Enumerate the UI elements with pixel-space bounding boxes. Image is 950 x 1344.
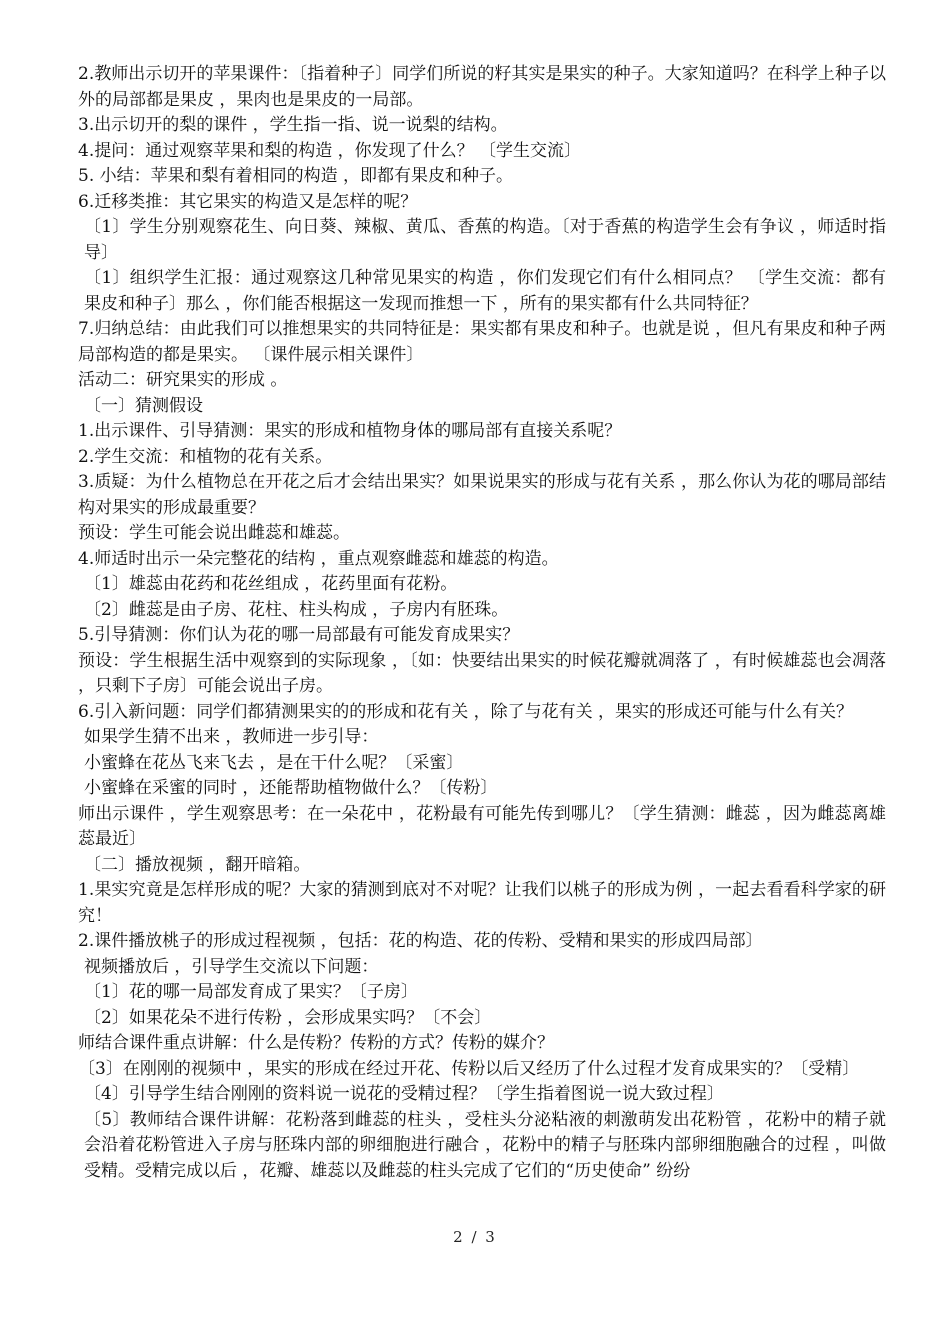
- page-number: 2 / 3: [453, 1228, 497, 1246]
- paragraph: 〔1〕花的哪一局部发育成了果实？〔子房〕: [84, 982, 418, 1002]
- paragraph: 7.归纳总结：由此我们可以推想果实的共同特征是：果实都有果皮和种子。也就是说 ，但凡有果皮和种子两局部构造的都是果实。 〔课件展示相关课件〕: [78, 319, 886, 365]
- paragraph: 2.教师出示切开的苹果课件：〔指着种子〕同学们所说的籽其实是果实的种子。大家知道吗？在科学上种子以外的局部都是果皮 ，果肉也是果皮的一局部。: [78, 64, 886, 110]
- paragraph: 〔2〕雌蕊是由子房、花柱、柱头构成 ，子房内有胚珠。: [84, 599, 509, 620]
- paragraph: 2.学生交流：和植物的花有关系。: [78, 446, 333, 467]
- paragraph: 5. 小结：苹果和梨有着相同的构造 ，即都有果皮和种子。: [78, 166, 514, 186]
- paragraph: 6.引入新问题：同学们都猜测果实的的形成和花有关 ，除了与花有关 ，果实的形成还可能与什么有关？: [78, 701, 854, 722]
- subsection-heading: 〔二〕播放视频 ，翻开暗箱。: [84, 854, 311, 875]
- paragraph: 5.引导猜测：你们认为花的哪一局部最有可能发育成果实？: [78, 625, 520, 645]
- paragraph: 〔1〕学生分别观察花生、向日葵、辣椒、黄瓜、香蕉的构造。〔对于香蕉的构造学生会有争议 ，师适时指导〕: [84, 217, 886, 263]
- paragraph: 师出示课件 ，学生观察思考：在一朵花中 ，花粉最有可能先传到哪儿？〔学生猜测：雌蕊 ，因为雌蕊离雄蕊最近〕: [78, 803, 886, 849]
- paragraph: 〔5〕教师结合课件讲解：花粉落到雌蕊的柱头 ，受柱头分泌粘液的刺激萌发出花粉管 ，花粉中的精子就会沿着花粉管进入子房与胚珠内部的卵细胞进行融合 ，花粉中的精子与胚珠内部卵细胞融合的过程 ，叫做受精。受精完成以后 ，花瓣、雄蕊以及雌蕊的柱头完成了它们的“历史使命” 纷纷: [84, 1109, 886, 1181]
- paragraph: 视频播放后 ，引导学生交流以下问题：: [84, 956, 379, 977]
- paragraph: 师结合课件重点讲解：什么是传粉？传粉的方式？传粉的媒介？: [78, 1033, 554, 1053]
- paragraph: 预设：学生可能会说出雌蕊和雄蕊。: [78, 523, 350, 543]
- paragraph: 〔1〕组织学生汇报：通过观察这几种常见果实的构造 ，你们发现它们有什么相同点？ 〔学生交流：都有果皮和种子〕那么 ，你们能否根据这一发现而推想一下 ，所有的果实都有什么共同特征？: [84, 268, 886, 314]
- paragraph: 〔4〕引导学生结合刚刚的资料说一说花的受精过程？〔学生指着图说一说大致过程〕: [84, 1084, 724, 1104]
- paragraph: 1.果实究竟是怎样形成的呢？大家的猜测到底对不对呢？让我们以桃子的形成为例 ，一起去看看科学家的研究！: [78, 880, 886, 926]
- document-body: [70, 62, 886, 1184]
- paragraph: 预设：学生根据生活中观察到的实际现象 ，〔如：快要结出果实的时候花瓣就凋落了 ，有时候雄蕊也会凋落 ，只剩下子房〕可能会说出子房。: [78, 650, 886, 696]
- paragraph: 3.出示切开的梨的课件 ，学生指一指、说一说梨的结构。: [78, 115, 508, 135]
- paragraph: 〔1〕雄蕊由花药和花丝组成 ，花药里面有花粉。: [84, 574, 458, 594]
- paragraph: 〔2〕如果花朵不进行传粉 ，会形成果实吗？〔不会〕: [84, 1007, 492, 1028]
- paragraph: 6.迁移类推：其它果实的构造又是怎样的呢？: [78, 191, 418, 212]
- paragraph: 2.课件播放桃子的形成过程视频 ，包括：花的构造、花的传粉、受精和果实的形成四局部〕: [78, 931, 763, 951]
- paragraph: 如果学生猜不出来 ，教师进一步引导：: [84, 727, 379, 747]
- paragraph: 4.师适时出示一朵完整花的结构 ，重点观察雌蕊和雄蕊的构造。: [78, 548, 559, 569]
- paragraph: 4.提问：通过观察苹果和梨的构造 ，你发现了什么？ 〔学生交流〕: [78, 140, 582, 161]
- section-heading: 活动二：研究果实的形成 。: [78, 370, 288, 390]
- subsection-heading: 〔一〕猜测假设: [84, 395, 203, 416]
- paragraph: 1.出示课件、引导猜测：果实的形成和植物身体的哪局部有直接关系呢？: [78, 421, 622, 441]
- paragraph: 〔3〕在刚刚的视频中 ，果实的形成在经过开花、传粉以后又经历了什么过程才发育成果实的？〔受精〕: [78, 1058, 860, 1079]
- paragraph: 小蜜蜂在花丛飞来飞去 ，是在干什么呢？〔采蜜〕: [84, 752, 464, 773]
- paragraph: 3.质疑：为什么植物总在开花之后才会结出果实？如果说果实的形成与花有关系 ，那么你认为花的哪局部结构对果实的形成最重要？: [78, 472, 886, 518]
- paragraph: 小蜜蜂在采蜜的同时 ，还能帮助植物做什么？〔传粉〕: [84, 778, 498, 798]
